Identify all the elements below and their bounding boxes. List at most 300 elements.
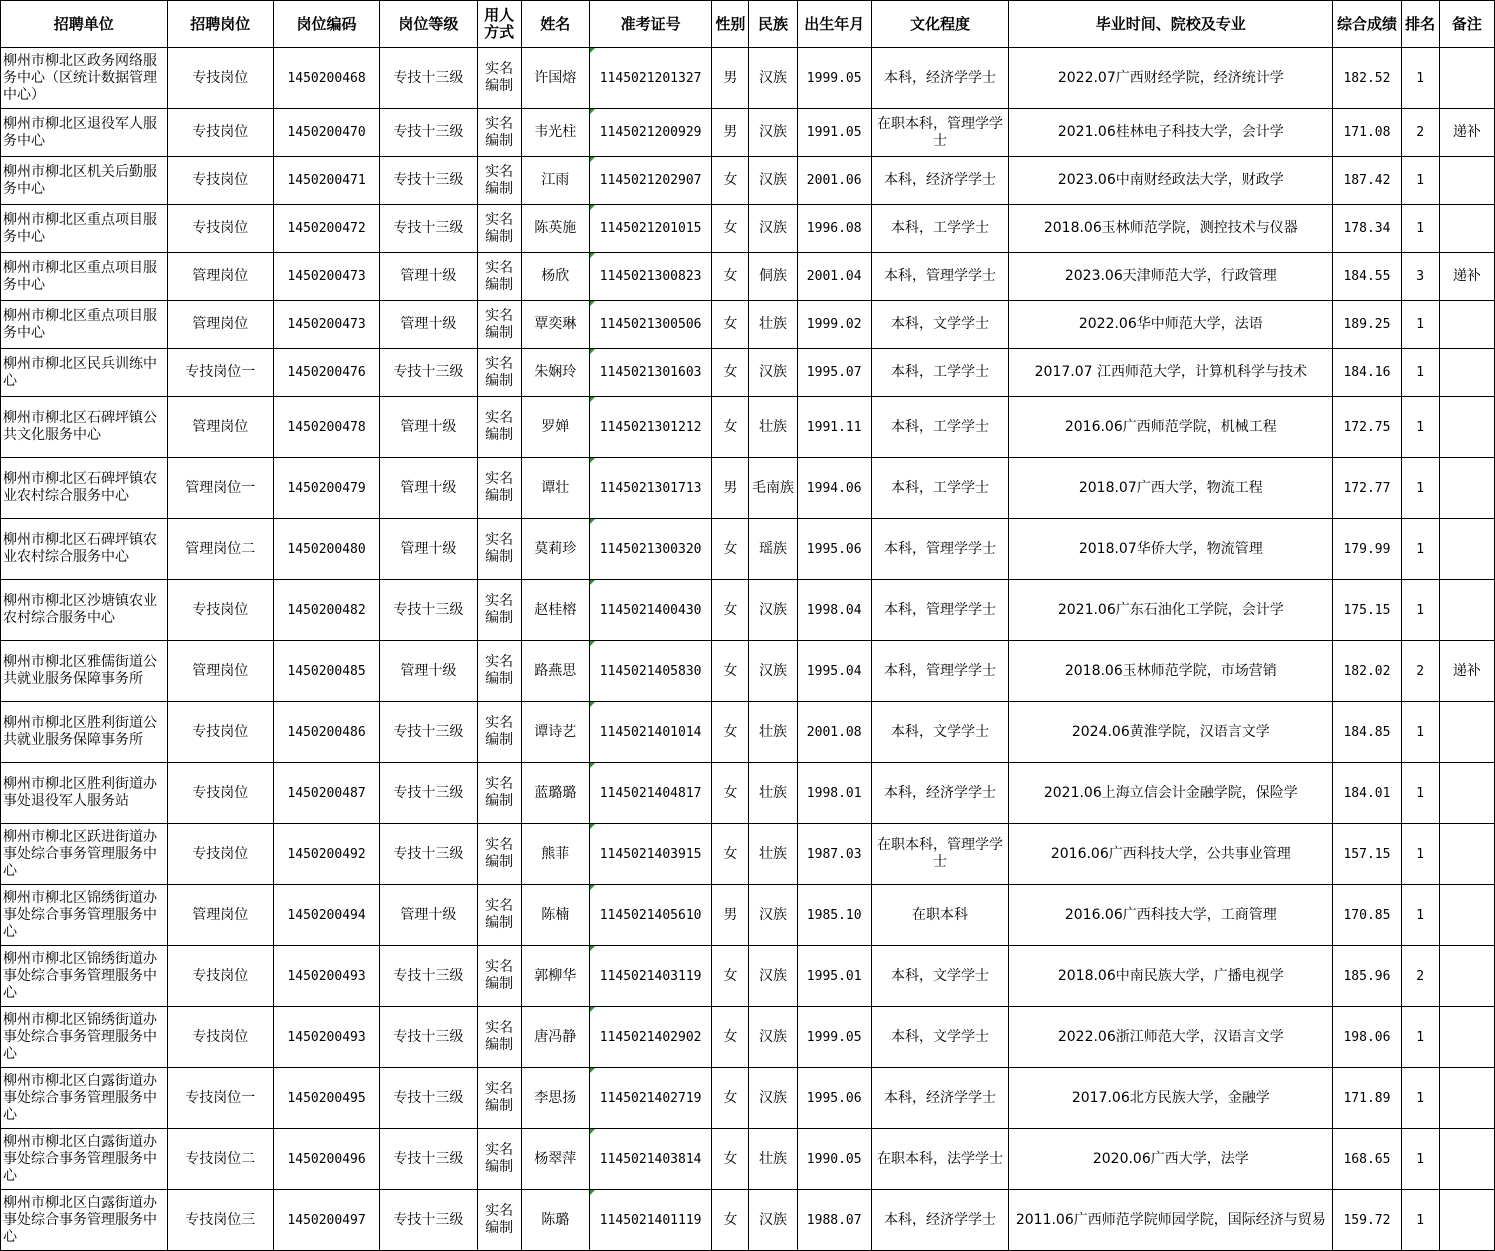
post-level-cell: 专技十三级 (380, 349, 477, 397)
graduation-cell: 2016.06广西师范学院，机械工程 (1009, 397, 1333, 458)
post-cell: 专技岗位 (167, 763, 273, 824)
rank-cell: 1 (1401, 885, 1439, 946)
education-cell: 本科，文学学士 (871, 946, 1008, 1007)
name-cell: 韦光柱 (521, 109, 589, 157)
unit-cell: 柳州市柳北区机关后勤服务中心 (1, 157, 168, 205)
rank-cell: 1 (1401, 519, 1439, 580)
rank-cell: 1 (1401, 702, 1439, 763)
post-level-cell: 管理十级 (380, 301, 477, 349)
birth-date-cell: 1991.11 (797, 397, 871, 458)
unit-cell: 柳州市柳北区政务网络服务中心（区统计数据管理中心） (1, 48, 168, 109)
post-cell: 专技岗位 (167, 205, 273, 253)
table-row (1, 946, 1495, 1007)
graduation-cell: 2023.06天津师范大学，行政管理 (1009, 253, 1333, 301)
rank-cell: 1 (1401, 349, 1439, 397)
post-cell: 管理岗位 (167, 885, 273, 946)
exam-number-cell: 1145021404817 (589, 763, 711, 824)
remark-cell (1439, 1068, 1494, 1129)
exam-number-cell: 1145021403915 (589, 824, 711, 885)
gender-cell: 女 (712, 1129, 749, 1190)
post-code-cell: 1450200471 (273, 157, 379, 205)
graduation-cell: 2018.06玉林师范学院，市场营销 (1009, 641, 1333, 702)
score-cell: 184.85 (1333, 702, 1401, 763)
header-cell: 招聘岗位 (167, 1, 273, 48)
name-cell: 路燕思 (521, 641, 589, 702)
post-level-cell: 专技十三级 (380, 702, 477, 763)
unit-cell: 柳州市柳北区退役军人服务中心 (1, 109, 168, 157)
name-cell: 杨欣 (521, 253, 589, 301)
table-body (1, 48, 1495, 1251)
post-code-cell: 1450200478 (273, 397, 379, 458)
ethnicity-cell: 汉族 (749, 48, 797, 109)
post-code-cell: 1450200482 (273, 580, 379, 641)
table-row (1, 1007, 1495, 1068)
name-cell: 熊菲 (521, 824, 589, 885)
exam-number-cell: 1145021402719 (589, 1068, 711, 1129)
post-cell: 专技岗位 (167, 946, 273, 1007)
ethnicity-cell: 汉族 (749, 349, 797, 397)
gender-cell: 男 (712, 109, 749, 157)
score-cell: 184.16 (1333, 349, 1401, 397)
graduation-cell: 2011.06广西师范学院师园学院，国际经济与贸易 (1009, 1190, 1333, 1251)
unit-cell: 柳州市柳北区重点项目服务中心 (1, 205, 168, 253)
post-level-cell: 专技十三级 (380, 1068, 477, 1129)
hiring-mode-cell: 实名编制 (477, 157, 521, 205)
name-cell: 陈璐 (521, 1190, 589, 1251)
education-cell: 本科，经济学学士 (871, 48, 1008, 109)
education-cell: 本科，文学学士 (871, 301, 1008, 349)
score-cell: 185.96 (1333, 946, 1401, 1007)
post-cell: 专技岗位 (167, 702, 273, 763)
post-level-cell: 专技十三级 (380, 763, 477, 824)
score-cell: 182.52 (1333, 48, 1401, 109)
post-cell: 专技岗位 (167, 157, 273, 205)
birth-date-cell: 1995.01 (797, 946, 871, 1007)
exam-number-cell: 1145021301212 (589, 397, 711, 458)
birth-date-cell: 1995.04 (797, 641, 871, 702)
birth-date-cell: 1999.05 (797, 48, 871, 109)
post-level-cell: 专技十三级 (380, 205, 477, 253)
post-level-cell: 专技十三级 (380, 109, 477, 157)
rank-cell: 3 (1401, 253, 1439, 301)
remark-cell: 递补 (1439, 109, 1494, 157)
rank-cell: 1 (1401, 763, 1439, 824)
remark-cell (1439, 763, 1494, 824)
table-row (1, 519, 1495, 580)
post-level-cell: 管理十级 (380, 641, 477, 702)
exam-number-cell: 1145021300506 (589, 301, 711, 349)
header-cell: 排名 (1401, 1, 1439, 48)
unit-cell: 柳州市柳北区胜利街道公共就业服务保障事务所 (1, 702, 168, 763)
gender-cell: 女 (712, 1007, 749, 1068)
table-row (1, 1068, 1495, 1129)
exam-number-cell: 1145021300823 (589, 253, 711, 301)
hiring-mode-cell: 实名编制 (477, 1129, 521, 1190)
ethnicity-cell: 壮族 (749, 702, 797, 763)
table-row (1, 458, 1495, 519)
education-cell: 本科，管理学学士 (871, 641, 1008, 702)
exam-number-cell: 1145021201015 (589, 205, 711, 253)
post-cell: 管理岗位一 (167, 458, 273, 519)
ethnicity-cell: 壮族 (749, 1129, 797, 1190)
graduation-cell: 2018.07广西大学，物流工程 (1009, 458, 1333, 519)
remark-cell (1439, 702, 1494, 763)
table-row (1, 702, 1495, 763)
unit-cell: 柳州市柳北区石碑坪镇农业农村综合服务中心 (1, 519, 168, 580)
birth-date-cell: 1999.05 (797, 1007, 871, 1068)
hiring-mode-cell: 实名编制 (477, 48, 521, 109)
name-cell: 覃奕琳 (521, 301, 589, 349)
ethnicity-cell: 汉族 (749, 205, 797, 253)
table-row (1, 763, 1495, 824)
table-row (1, 397, 1495, 458)
education-cell: 本科，工学学士 (871, 458, 1008, 519)
name-cell: 莫莉珍 (521, 519, 589, 580)
rank-cell: 2 (1401, 946, 1439, 1007)
remark-cell (1439, 824, 1494, 885)
post-code-cell: 1450200486 (273, 702, 379, 763)
name-cell: 唐冯静 (521, 1007, 589, 1068)
graduation-cell: 2017.07 江西师范大学，计算机科学与技术 (1009, 349, 1333, 397)
header-cell: 岗位编码 (273, 1, 379, 48)
exam-number-cell: 1145021405610 (589, 885, 711, 946)
remark-cell (1439, 1007, 1494, 1068)
exam-number-cell: 1145021202907 (589, 157, 711, 205)
rank-cell: 1 (1401, 580, 1439, 641)
rank-cell: 1 (1401, 205, 1439, 253)
ethnicity-cell: 壮族 (749, 397, 797, 458)
post-code-cell: 1450200473 (273, 301, 379, 349)
education-cell: 在职本科，管理学学士 (871, 109, 1008, 157)
post-cell: 专技岗位二 (167, 1129, 273, 1190)
birth-date-cell: 1996.08 (797, 205, 871, 253)
gender-cell: 女 (712, 1068, 749, 1129)
gender-cell: 女 (712, 301, 749, 349)
birth-date-cell: 1987.03 (797, 824, 871, 885)
post-code-cell: 1450200493 (273, 1007, 379, 1068)
exam-number-cell: 1145021301713 (589, 458, 711, 519)
gender-cell: 女 (712, 397, 749, 458)
hiring-mode-cell: 实名编制 (477, 885, 521, 946)
ethnicity-cell: 汉族 (749, 1068, 797, 1129)
table-row (1, 824, 1495, 885)
name-cell: 郭柳华 (521, 946, 589, 1007)
score-cell: 189.25 (1333, 301, 1401, 349)
header-cell: 岗位等级 (380, 1, 477, 48)
gender-cell: 女 (712, 205, 749, 253)
ethnicity-cell: 汉族 (749, 157, 797, 205)
header-cell: 出生年月 (797, 1, 871, 48)
header-cell: 备注 (1439, 1, 1494, 48)
post-level-cell: 专技十三级 (380, 580, 477, 641)
hiring-mode-cell: 实名编制 (477, 763, 521, 824)
table-row (1, 580, 1495, 641)
unit-cell: 柳州市柳北区胜利街道办事处退役军人服务站 (1, 763, 168, 824)
hiring-mode-cell: 实名编制 (477, 824, 521, 885)
score-cell: 168.65 (1333, 1129, 1401, 1190)
post-code-cell: 1450200470 (273, 109, 379, 157)
post-cell: 专技岗位 (167, 824, 273, 885)
unit-cell: 柳州市柳北区白露街道办事处综合事务管理服务中心 (1, 1190, 168, 1251)
birth-date-cell: 2001.08 (797, 702, 871, 763)
post-cell: 专技岗位一 (167, 349, 273, 397)
name-cell: 李思扬 (521, 1068, 589, 1129)
unit-cell: 柳州市柳北区石碑坪镇公共文化服务中心 (1, 397, 168, 458)
hiring-mode-cell: 实名编制 (477, 397, 521, 458)
remark-cell (1439, 349, 1494, 397)
post-code-cell: 1450200487 (273, 763, 379, 824)
ethnicity-cell: 瑶族 (749, 519, 797, 580)
unit-cell: 柳州市柳北区白露街道办事处综合事务管理服务中心 (1, 1068, 168, 1129)
unit-cell: 柳州市柳北区民兵训练中心 (1, 349, 168, 397)
hiring-mode-cell: 实名编制 (477, 253, 521, 301)
education-cell: 本科，管理学学士 (871, 253, 1008, 301)
table-row (1, 109, 1495, 157)
education-cell: 在职本科，管理学学士 (871, 824, 1008, 885)
gender-cell: 女 (712, 702, 749, 763)
ethnicity-cell: 汉族 (749, 1190, 797, 1251)
header-cell: 毕业时间、院校及专业 (1009, 1, 1333, 48)
post-level-cell: 管理十级 (380, 458, 477, 519)
table-row (1, 205, 1495, 253)
graduation-cell: 2018.06中南民族大学，广播电视学 (1009, 946, 1333, 1007)
ethnicity-cell: 壮族 (749, 824, 797, 885)
education-cell: 本科，工学学士 (871, 349, 1008, 397)
graduation-cell: 2024.06黄淮学院，汉语言文学 (1009, 702, 1333, 763)
education-cell: 本科，管理学学士 (871, 580, 1008, 641)
rank-cell: 1 (1401, 157, 1439, 205)
remark-cell (1439, 205, 1494, 253)
rank-cell: 1 (1401, 48, 1439, 109)
unit-cell: 柳州市柳北区雅儒街道公共就业服务保障事务所 (1, 641, 168, 702)
post-cell: 专技岗位一 (167, 1068, 273, 1129)
graduation-cell: 2021.06上海立信会计金融学院，保险学 (1009, 763, 1333, 824)
hiring-mode-cell: 实名编制 (477, 109, 521, 157)
graduation-cell: 2022.06华中师范大学，法语 (1009, 301, 1333, 349)
score-cell: 171.08 (1333, 109, 1401, 157)
hiring-mode-cell: 实名编制 (477, 946, 521, 1007)
unit-cell: 柳州市柳北区锦绣街道办事处综合事务管理服务中心 (1, 885, 168, 946)
post-level-cell: 专技十三级 (380, 1129, 477, 1190)
name-cell: 陈英施 (521, 205, 589, 253)
graduation-cell: 2018.07华侨大学，物流管理 (1009, 519, 1333, 580)
post-cell: 管理岗位 (167, 397, 273, 458)
post-cell: 专技岗位 (167, 109, 273, 157)
remark-cell (1439, 1129, 1494, 1190)
remark-cell (1439, 157, 1494, 205)
exam-number-cell: 1145021403119 (589, 946, 711, 1007)
gender-cell: 男 (712, 885, 749, 946)
post-code-cell: 1450200497 (273, 1190, 379, 1251)
hiring-mode-cell: 实名编制 (477, 205, 521, 253)
graduation-cell: 2023.06中南财经政法大学，财政学 (1009, 157, 1333, 205)
unit-cell: 柳州市柳北区白露街道办事处综合事务管理服务中心 (1, 1129, 168, 1190)
post-cell: 专技岗位 (167, 48, 273, 109)
exam-number-cell: 1145021402902 (589, 1007, 711, 1068)
birth-date-cell: 1995.06 (797, 519, 871, 580)
post-level-cell: 专技十三级 (380, 824, 477, 885)
rank-cell: 1 (1401, 1190, 1439, 1251)
hiring-mode-cell: 实名编制 (477, 301, 521, 349)
graduation-cell: 2018.06玉林师范学院，测控技术与仪器 (1009, 205, 1333, 253)
header-cell: 民族 (749, 1, 797, 48)
post-level-cell: 专技十三级 (380, 1007, 477, 1068)
rank-cell: 2 (1401, 641, 1439, 702)
graduation-cell: 2022.07广西财经学院，经济统计学 (1009, 48, 1333, 109)
hiring-mode-cell: 实名编制 (477, 702, 521, 763)
post-level-cell: 管理十级 (380, 253, 477, 301)
post-cell: 管理岗位 (167, 253, 273, 301)
birth-date-cell: 1995.07 (797, 349, 871, 397)
graduation-cell: 2021.06广东石油化工学院，会计学 (1009, 580, 1333, 641)
header-cell: 文化程度 (871, 1, 1008, 48)
gender-cell: 男 (712, 458, 749, 519)
rank-cell: 1 (1401, 458, 1439, 519)
rank-cell: 1 (1401, 1068, 1439, 1129)
unit-cell: 柳州市柳北区沙塘镇农业农村综合服务中心 (1, 580, 168, 641)
ethnicity-cell: 毛南族 (749, 458, 797, 519)
exam-number-cell: 1145021200929 (589, 109, 711, 157)
table-row (1, 1190, 1495, 1251)
birth-date-cell: 1998.01 (797, 763, 871, 824)
ethnicity-cell: 汉族 (749, 109, 797, 157)
unit-cell: 柳州市柳北区石碑坪镇农业农村综合服务中心 (1, 458, 168, 519)
post-code-cell: 1450200496 (273, 1129, 379, 1190)
remark-cell (1439, 397, 1494, 458)
name-cell: 蓝璐璐 (521, 763, 589, 824)
post-cell: 管理岗位 (167, 641, 273, 702)
post-code-cell: 1450200480 (273, 519, 379, 580)
score-cell: 184.01 (1333, 763, 1401, 824)
post-code-cell: 1450200494 (273, 885, 379, 946)
post-cell: 管理岗位二 (167, 519, 273, 580)
post-level-cell: 专技十三级 (380, 48, 477, 109)
post-code-cell: 1450200485 (273, 641, 379, 702)
post-level-cell: 管理十级 (380, 397, 477, 458)
post-level-cell: 管理十级 (380, 519, 477, 580)
unit-cell: 柳州市柳北区重点项目服务中心 (1, 301, 168, 349)
gender-cell: 女 (712, 824, 749, 885)
education-cell: 本科，文学学士 (871, 1007, 1008, 1068)
birth-date-cell: 1990.05 (797, 1129, 871, 1190)
score-cell: 182.02 (1333, 641, 1401, 702)
post-code-cell: 1450200479 (273, 458, 379, 519)
remark-cell (1439, 458, 1494, 519)
graduation-cell: 2016.06广西科技大学，公共事业管理 (1009, 824, 1333, 885)
birth-date-cell: 2001.04 (797, 253, 871, 301)
score-cell: 187.42 (1333, 157, 1401, 205)
remark-cell (1439, 885, 1494, 946)
header-cell: 招聘单位 (1, 1, 168, 48)
birth-date-cell: 1998.04 (797, 580, 871, 641)
education-cell: 本科，管理学学士 (871, 519, 1008, 580)
remark-cell (1439, 48, 1494, 109)
header-row (1, 1, 1495, 48)
post-level-cell: 专技十三级 (380, 946, 477, 1007)
post-cell: 专技岗位 (167, 1007, 273, 1068)
name-cell: 谭诗艺 (521, 702, 589, 763)
header-cell: 准考证号 (589, 1, 711, 48)
score-cell: 175.15 (1333, 580, 1401, 641)
unit-cell: 柳州市柳北区重点项目服务中心 (1, 253, 168, 301)
exam-number-cell: 1145021300320 (589, 519, 711, 580)
score-cell: 159.72 (1333, 1190, 1401, 1251)
remark-cell (1439, 580, 1494, 641)
score-cell: 157.15 (1333, 824, 1401, 885)
birth-date-cell: 1999.02 (797, 301, 871, 349)
ethnicity-cell: 壮族 (749, 301, 797, 349)
remark-cell: 递补 (1439, 641, 1494, 702)
post-code-cell: 1450200492 (273, 824, 379, 885)
name-cell: 杨翠萍 (521, 1129, 589, 1190)
ethnicity-cell: 侗族 (749, 253, 797, 301)
name-cell: 江雨 (521, 157, 589, 205)
gender-cell: 女 (712, 763, 749, 824)
post-code-cell: 1450200473 (273, 253, 379, 301)
unit-cell: 柳州市柳北区锦绣街道办事处综合事务管理服务中心 (1, 946, 168, 1007)
name-cell: 陈楠 (521, 885, 589, 946)
post-level-cell: 专技十三级 (380, 157, 477, 205)
education-cell: 在职本科，法学学士 (871, 1129, 1008, 1190)
post-code-cell: 1450200493 (273, 946, 379, 1007)
graduation-cell: 2017.06北方民族大学，金融学 (1009, 1068, 1333, 1129)
exam-number-cell: 1145021405830 (589, 641, 711, 702)
gender-cell: 女 (712, 580, 749, 641)
score-cell: 172.75 (1333, 397, 1401, 458)
gender-cell: 女 (712, 641, 749, 702)
ethnicity-cell: 汉族 (749, 641, 797, 702)
birth-date-cell: 2001.06 (797, 157, 871, 205)
post-level-cell: 专技十三级 (380, 1190, 477, 1251)
unit-cell: 柳州市柳北区锦绣街道办事处综合事务管理服务中心 (1, 1007, 168, 1068)
graduation-cell: 2020.06广西大学，法学 (1009, 1129, 1333, 1190)
table-row (1, 157, 1495, 205)
score-cell: 184.55 (1333, 253, 1401, 301)
rank-cell: 1 (1401, 397, 1439, 458)
header-cell: 综合成绩 (1333, 1, 1401, 48)
score-cell: 172.77 (1333, 458, 1401, 519)
hiring-mode-cell: 实名编制 (477, 641, 521, 702)
table-row (1, 48, 1495, 109)
remark-cell (1439, 946, 1494, 1007)
graduation-cell: 2016.06广西科技大学，工商管理 (1009, 885, 1333, 946)
hiring-mode-cell: 实名编制 (477, 519, 521, 580)
score-cell: 178.34 (1333, 205, 1401, 253)
gender-cell: 男 (712, 48, 749, 109)
post-cell: 管理岗位 (167, 301, 273, 349)
post-level-cell: 管理十级 (380, 885, 477, 946)
education-cell: 本科，文学学士 (871, 702, 1008, 763)
ethnicity-cell: 汉族 (749, 946, 797, 1007)
ethnicity-cell: 汉族 (749, 580, 797, 641)
table-row (1, 253, 1495, 301)
table-row (1, 641, 1495, 702)
header-cell: 性别 (712, 1, 749, 48)
gender-cell: 女 (712, 946, 749, 1007)
exam-number-cell: 1145021400430 (589, 580, 711, 641)
rank-cell: 2 (1401, 109, 1439, 157)
hiring-mode-cell: 实名编制 (477, 1190, 521, 1251)
rank-cell: 1 (1401, 1129, 1439, 1190)
hiring-mode-cell: 实名编制 (477, 1007, 521, 1068)
remark-cell (1439, 301, 1494, 349)
post-code-cell: 1450200476 (273, 349, 379, 397)
table-row (1, 1129, 1495, 1190)
exam-number-cell: 1145021401014 (589, 702, 711, 763)
education-cell: 本科，经济学学士 (871, 1190, 1008, 1251)
post-code-cell: 1450200472 (273, 205, 379, 253)
ethnicity-cell: 汉族 (749, 885, 797, 946)
